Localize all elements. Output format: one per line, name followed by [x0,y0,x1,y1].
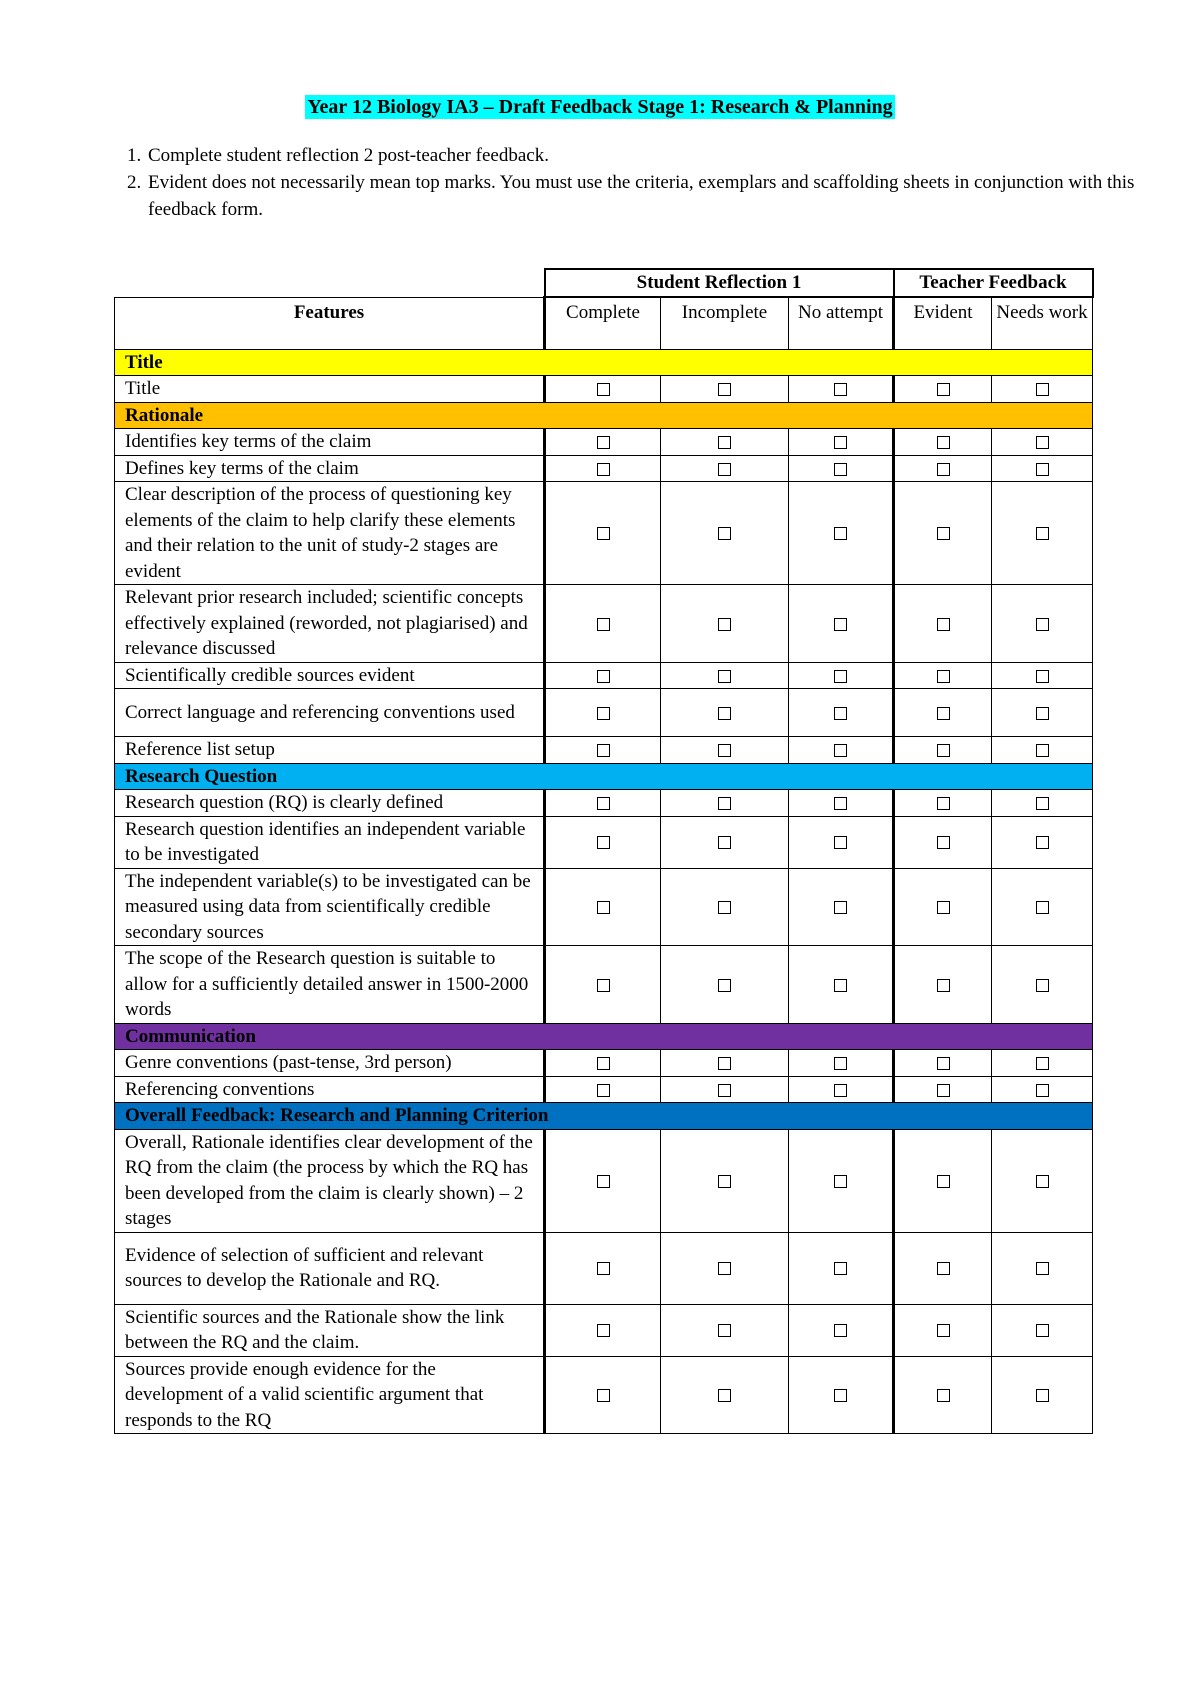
checkbox-complete[interactable] [597,618,610,631]
cell-evident [894,790,992,817]
cell-needs-work [992,1304,1093,1356]
cell-no-attempt [789,1356,894,1434]
section-title: Rationale [115,402,1093,429]
checkbox-no-attempt[interactable] [834,797,847,810]
checkbox-needs-work[interactable] [1036,383,1049,396]
feature-text: Scientifically credible sources evident [115,662,545,689]
teacher-feedback-header: Teacher Feedback [894,269,1093,297]
cell-needs-work [992,816,1093,868]
checkbox-needs-work[interactable] [1036,436,1049,449]
checkbox-no-attempt[interactable] [834,463,847,476]
checkbox-incomplete[interactable] [718,707,731,720]
checkbox-needs-work[interactable] [1036,1084,1049,1097]
checkbox-no-attempt[interactable] [834,1389,847,1402]
checkbox-needs-work[interactable] [1036,707,1049,720]
checkbox-complete[interactable] [597,1057,610,1070]
table-row [115,737,1093,764]
checkbox-evident[interactable] [937,797,950,810]
cell-needs-work [992,662,1093,689]
cell-evident [894,1129,992,1232]
checkbox-incomplete[interactable] [718,1324,731,1337]
checkbox-incomplete[interactable] [718,1057,731,1070]
cell-no-attempt [789,1076,894,1103]
checkbox-complete[interactable] [597,1324,610,1337]
cell-evident [894,1050,992,1077]
cell-incomplete [661,816,789,868]
cell-no-attempt [789,585,894,663]
column-header-row [115,297,1093,349]
checkbox-needs-work[interactable] [1036,670,1049,683]
checkbox-needs-work[interactable] [1036,1389,1049,1402]
checkbox-complete[interactable] [597,527,610,540]
cell-incomplete [661,946,789,1024]
checkbox-evident[interactable] [937,670,950,683]
checkbox-no-attempt[interactable] [834,707,847,720]
table-row [115,946,1093,1024]
cell-needs-work [992,737,1093,764]
cell-no-attempt [789,868,894,946]
checkbox-complete[interactable] [597,744,610,757]
feature-text: Overall, Rationale identifies clear development of the RQ from the claim (the process by which the RQ has been developed from the claim is clearly shown) – 2 stages [115,1129,545,1232]
cell-incomplete [661,585,789,663]
cell-incomplete [661,455,789,482]
cell-incomplete [661,689,789,737]
cell-incomplete [661,1050,789,1077]
checkbox-no-attempt[interactable] [834,618,847,631]
cell-complete [545,1304,661,1356]
checkbox-evident[interactable] [937,1057,950,1070]
feature-text: Defines key terms of the claim [115,455,545,482]
feature-text: Relevant prior research included; scientific concepts effectively explained (reworded, not plagiarised) and relevance discussed [115,585,545,663]
checkbox-evident[interactable] [937,1084,950,1097]
cell-incomplete [661,1076,789,1103]
cell-incomplete [661,376,789,403]
cell-complete [545,1232,661,1304]
checkbox-no-attempt[interactable] [834,744,847,757]
section-row [115,1103,1093,1130]
table-row [115,1304,1093,1356]
table-row [115,790,1093,817]
checkbox-incomplete[interactable] [718,836,731,849]
section-row [115,402,1093,429]
cell-needs-work [992,376,1093,403]
instructions-list [108,142,1156,223]
checkbox-evident[interactable] [937,383,950,396]
column-header-no-attempt: No attempt [789,297,894,349]
feature-text: Reference list setup [115,737,545,764]
cell-incomplete [661,737,789,764]
section-title: Communication [115,1023,1093,1050]
cell-complete [545,429,661,456]
cell-needs-work [992,429,1093,456]
checkbox-no-attempt[interactable] [834,670,847,683]
cell-complete [545,816,661,868]
table-row [115,429,1093,456]
cell-needs-work [992,868,1093,946]
checkbox-evident[interactable] [937,836,950,849]
cell-no-attempt [789,946,894,1024]
cell-no-attempt [789,455,894,482]
table-row [115,482,1093,585]
table-row [115,1356,1093,1434]
checkbox-evident[interactable] [937,463,950,476]
page-title-text: Year 12 Biology IA3 – Draft Feedback Stage 1: Research & Planning [307,96,893,118]
cell-needs-work [992,1076,1093,1103]
table-row [115,585,1093,663]
checkbox-complete[interactable] [597,1175,610,1188]
checkbox-no-attempt[interactable] [834,1262,847,1275]
checkbox-incomplete[interactable] [718,618,731,631]
cell-needs-work [992,1050,1093,1077]
column-header-complete: Complete [545,297,661,349]
cell-evident [894,946,992,1024]
cell-no-attempt [789,737,894,764]
cell-needs-work [992,790,1093,817]
cell-needs-work [992,482,1093,585]
cell-needs-work [992,1356,1093,1434]
table-body [115,349,1093,1434]
checkbox-no-attempt[interactable] [834,527,847,540]
checkbox-evident[interactable] [937,707,950,720]
cell-incomplete [661,1232,789,1304]
table-row [115,1232,1093,1304]
cell-no-attempt [789,1050,894,1077]
cell-no-attempt [789,429,894,456]
section-row [115,763,1093,790]
cell-needs-work [992,689,1093,737]
cell-no-attempt [789,689,894,737]
checkbox-complete[interactable] [597,463,610,476]
table-row [115,689,1093,737]
checkbox-no-attempt[interactable] [834,383,847,396]
checkbox-complete[interactable] [597,836,610,849]
cell-complete [545,1076,661,1103]
cell-evident [894,737,992,764]
cell-complete [545,868,661,946]
cell-incomplete [661,868,789,946]
checkbox-needs-work[interactable] [1036,1262,1049,1275]
feature-text: Sources provide enough evidence for the development of a valid scientific argument that responds to the RQ [115,1356,545,1434]
table-row [115,455,1093,482]
cell-incomplete [661,790,789,817]
checkbox-needs-work[interactable] [1036,836,1049,849]
cell-needs-work [992,1129,1093,1232]
cell-no-attempt [789,1304,894,1356]
cell-incomplete [661,1129,789,1232]
cell-complete [545,455,661,482]
feature-text: Identifies key terms of the claim [115,429,545,456]
feature-text: Correct language and referencing conventions used [115,689,545,737]
cell-needs-work [992,585,1093,663]
checkbox-needs-work[interactable] [1036,1057,1049,1070]
feature-text: Title [115,376,545,403]
checkbox-incomplete[interactable] [718,1084,731,1097]
checkbox-evident[interactable] [937,744,950,757]
features-header: Features [115,297,545,349]
cell-no-attempt [789,376,894,403]
checkbox-no-attempt[interactable] [834,436,847,449]
checkbox-no-attempt[interactable] [834,836,847,849]
checkbox-complete[interactable] [597,1084,610,1097]
checkbox-needs-work[interactable] [1036,979,1049,992]
column-header-needs-work: Needs work [992,297,1093,349]
checkbox-needs-work[interactable] [1036,618,1049,631]
cell-needs-work [992,455,1093,482]
section-title: Overall Feedback: Research and Planning Criterion [115,1103,1093,1130]
cell-complete [545,482,661,585]
table-row [115,1050,1093,1077]
checkbox-evident[interactable] [937,901,950,914]
feature-text: The independent variable(s) to be investigated can be measured using data from scientifically credible secondary sources [115,868,545,946]
cell-evident [894,455,992,482]
feature-text: Research question identifies an independent variable to be investigated [115,816,545,868]
checkbox-needs-work[interactable] [1036,527,1049,540]
cell-incomplete [661,662,789,689]
cell-complete [545,1356,661,1434]
cell-complete [545,662,661,689]
checkbox-evident[interactable] [937,1262,950,1275]
checkbox-incomplete[interactable] [718,797,731,810]
cell-complete [545,1050,661,1077]
checkbox-no-attempt[interactable] [834,1057,847,1070]
checkbox-incomplete[interactable] [718,463,731,476]
checkbox-needs-work[interactable] [1036,463,1049,476]
cell-needs-work [992,946,1093,1024]
cell-complete [545,689,661,737]
checkbox-incomplete[interactable] [718,527,731,540]
cell-evident [894,1304,992,1356]
cell-evident [894,585,992,663]
feature-text: Clear description of the process of questioning key elements of the claim to help clarify these elements and their relation to the unit of study-2 stages are evident [115,482,545,585]
group-header-row [115,269,1093,297]
cell-evident [894,1076,992,1103]
feature-text: Scientific sources and the Rationale show the link between the RQ and the claim. [115,1304,545,1356]
checkbox-incomplete[interactable] [718,383,731,396]
checkbox-incomplete[interactable] [718,1175,731,1188]
checkbox-evident[interactable] [937,618,950,631]
feature-text: Research question (RQ) is clearly defined [115,790,545,817]
cell-evident [894,868,992,946]
cell-complete [545,376,661,403]
checkbox-incomplete[interactable] [718,436,731,449]
checkbox-evident[interactable] [937,1175,950,1188]
checkbox-complete[interactable] [597,670,610,683]
feedback-table [114,268,1094,1434]
checkbox-incomplete[interactable] [718,979,731,992]
cell-evident [894,1356,992,1434]
cell-incomplete [661,482,789,585]
cell-evident [894,689,992,737]
checkbox-complete[interactable] [597,901,610,914]
column-header-evident: Evident [894,297,992,349]
checkbox-incomplete[interactable] [718,901,731,914]
cell-no-attempt [789,790,894,817]
table-row [115,868,1093,946]
checkbox-complete[interactable] [597,1262,610,1275]
cell-evident [894,429,992,456]
blank-corner [115,269,545,297]
cell-no-attempt [789,482,894,585]
cell-complete [545,1129,661,1232]
cell-complete [545,946,661,1024]
page-title [0,96,1200,119]
checkbox-no-attempt[interactable] [834,1175,847,1188]
feature-text: The scope of the Research question is suitable to allow for a sufficiently detailed answer in 1500-2000 words [115,946,545,1024]
table-row [115,1129,1093,1232]
checkbox-no-attempt[interactable] [834,979,847,992]
feature-text: Evidence of selection of sufficient and relevant sources to develop the Rationale and RQ. [115,1232,545,1304]
feature-text: Referencing conventions [115,1076,545,1103]
cell-no-attempt [789,662,894,689]
cell-no-attempt [789,816,894,868]
table-row [115,662,1093,689]
checkbox-complete[interactable] [597,707,610,720]
cell-no-attempt [789,1129,894,1232]
feature-text: Genre conventions (past-tense, 3rd person) [115,1050,545,1077]
checkbox-needs-work[interactable] [1036,744,1049,757]
checkbox-no-attempt[interactable] [834,1324,847,1337]
checkbox-incomplete[interactable] [718,670,731,683]
checkbox-needs-work[interactable] [1036,1324,1049,1337]
instruction-item: 1. Complete student reflection 2 post-teacher feedback. [146,142,1156,169]
cell-evident [894,662,992,689]
table-row [115,1076,1093,1103]
checkbox-complete[interactable] [597,383,610,396]
checkbox-complete[interactable] [597,1389,610,1402]
cell-incomplete [661,1356,789,1434]
cell-evident [894,1232,992,1304]
checkbox-evident[interactable] [937,1389,950,1402]
checkbox-complete[interactable] [597,436,610,449]
checkbox-no-attempt[interactable] [834,901,847,914]
checkbox-evident[interactable] [937,436,950,449]
checkbox-incomplete[interactable] [718,744,731,757]
cell-complete [545,737,661,764]
cell-needs-work [992,1232,1093,1304]
column-header-incomplete: Incomplete [661,297,789,349]
cell-complete [545,585,661,663]
cell-complete [545,790,661,817]
checkbox-evident[interactable] [937,1324,950,1337]
section-row [115,1023,1093,1050]
section-title: Title [115,349,1093,376]
cell-evident [894,376,992,403]
checkbox-incomplete[interactable] [718,1389,731,1402]
section-title: Research Question [115,763,1093,790]
checkbox-evident[interactable] [937,527,950,540]
checkbox-complete[interactable] [597,797,610,810]
instruction-item: 2. Evident does not necessarily mean top marks. You must use the criteria, exemplars and scaffolding sheets in conjunction with this feedback form. [146,169,1156,223]
checkbox-no-attempt[interactable] [834,1084,847,1097]
cell-evident [894,816,992,868]
cell-incomplete [661,429,789,456]
checkbox-needs-work[interactable] [1036,1175,1049,1188]
section-row [115,349,1093,376]
checkbox-needs-work[interactable] [1036,797,1049,810]
table-row [115,376,1093,403]
checkbox-incomplete[interactable] [718,1262,731,1275]
student-reflection-header: Student Reflection 1 [545,269,894,297]
checkbox-complete[interactable] [597,979,610,992]
cell-incomplete [661,1304,789,1356]
checkbox-evident[interactable] [937,979,950,992]
cell-no-attempt [789,1232,894,1304]
table-row [115,816,1093,868]
cell-evident [894,482,992,585]
checkbox-needs-work[interactable] [1036,901,1049,914]
